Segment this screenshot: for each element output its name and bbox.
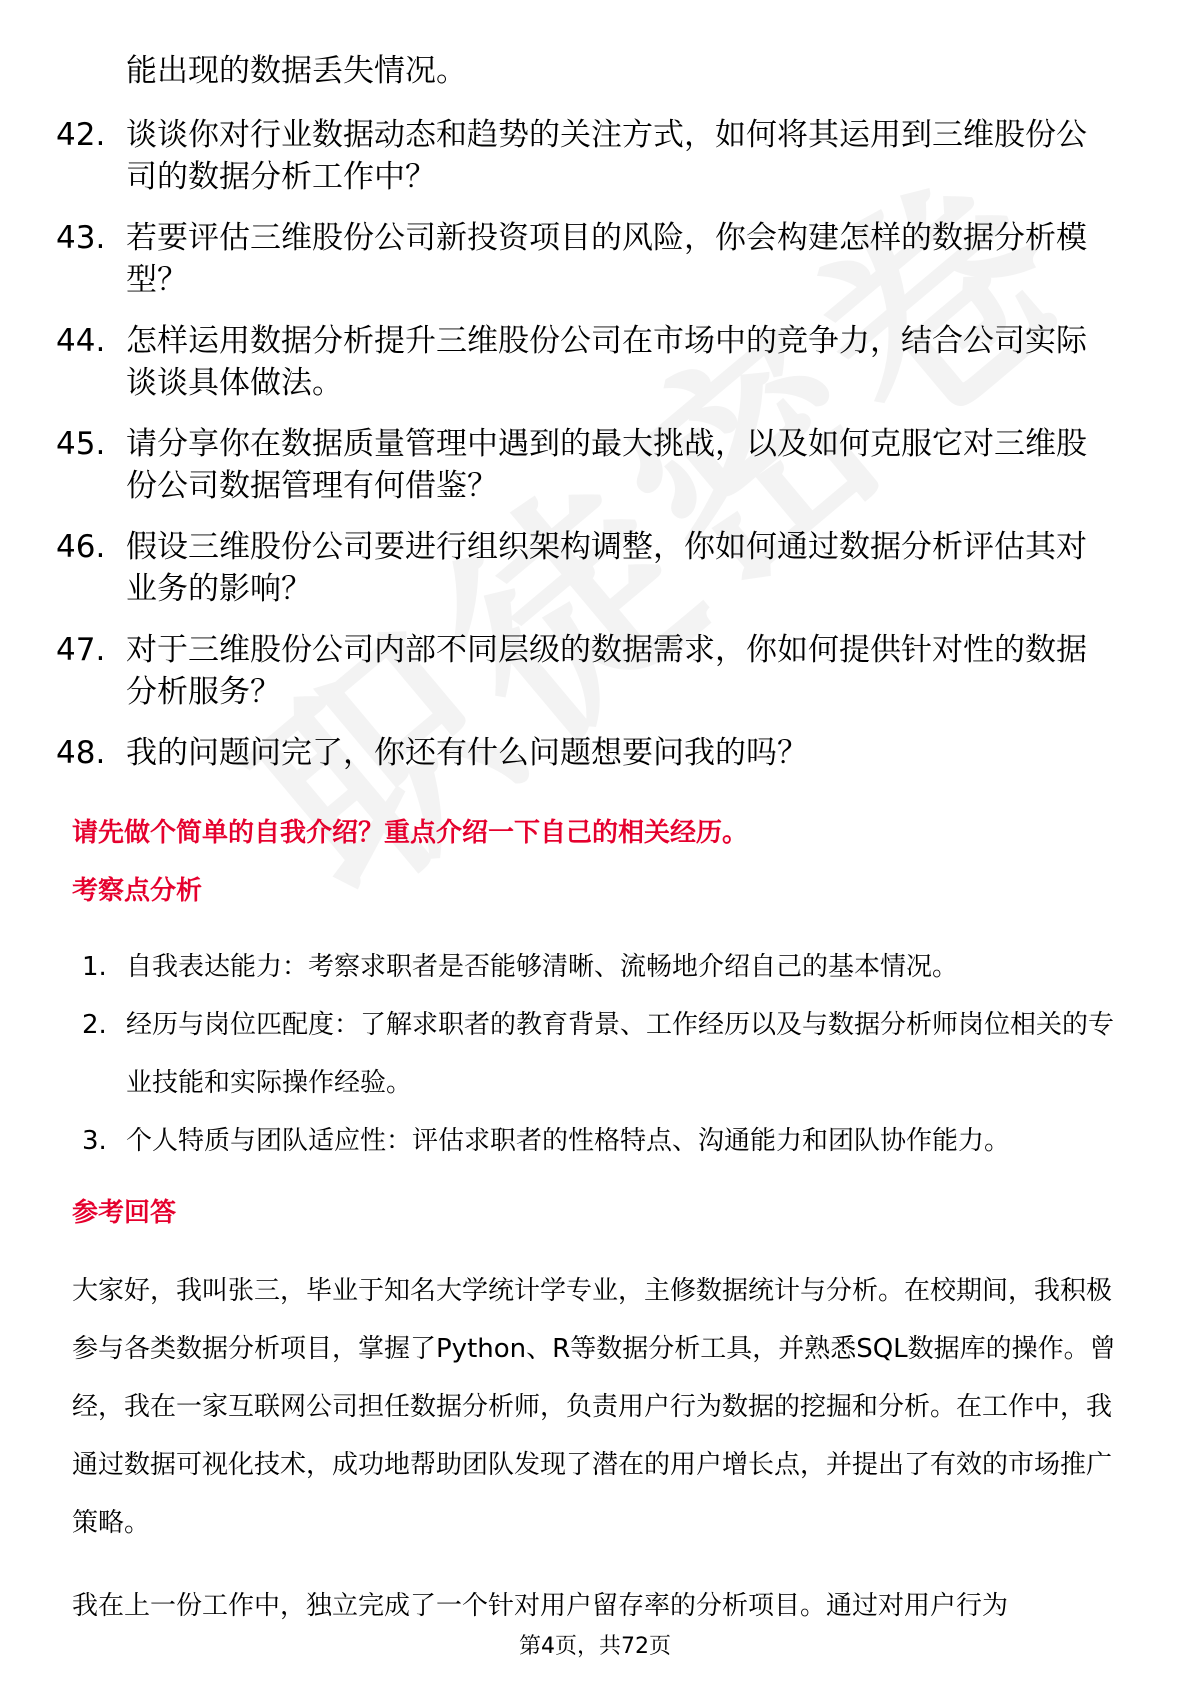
question-number: 44.: [56, 323, 106, 359]
point-number: 2.: [82, 1010, 107, 1040]
question-item: [56, 732, 1116, 774]
page-footer: 第4页，共72页: [519, 1634, 671, 1659]
point-text: 经历与岗位匹配度：了解求职者的教育背景、工作经历以及与数据分析师岗位相关的专业技能和实际操作经验。: [126, 1010, 1115, 1098]
question-text: 怎样运用数据分析提升三维股份公司在市场中的竞争力，结合公司实际谈谈具体做法。: [126, 323, 1087, 401]
question-text: 谈谈你对行业数据动态和趋势的关注方式，如何将其运用到三维股份公司的数据分析工作中？: [126, 117, 1087, 195]
question-item: [56, 629, 1116, 713]
question-continuation: 能出现的数据丢失情况。: [126, 53, 467, 89]
answer-heading: 参考回答: [72, 1198, 177, 1228]
analysis-point: [82, 1112, 1122, 1170]
section-question-heading: 请先做个简单的自我介绍？重点介绍一下自己的相关经历。: [72, 818, 749, 848]
point-number: 1.: [82, 952, 107, 982]
question-text: 我的问题问完了，你还有什么问题想要问我的吗？: [126, 735, 808, 771]
question-text: 请分享你在数据质量管理中遇到的最大挑战，以及如何克服它对三维股份公司数据管理有何借鉴？: [126, 426, 1087, 504]
question-number: 47.: [56, 632, 106, 668]
question-text: 若要评估三维股份公司新投资项目的风险，你会构建怎样的数据分析模型？: [126, 220, 1087, 298]
answer-paragraph: 我在上一份工作中，独立完成了一个针对用户留存率的分析项目。通过对用户行为: [72, 1591, 1009, 1621]
question-item: [56, 114, 1116, 198]
question-item: [56, 320, 1116, 404]
point-text: 自我表达能力：考察求职者是否能够清晰、流畅地介绍自己的基本情况。: [126, 952, 959, 982]
question-number: 42.: [56, 117, 106, 153]
question-list: [56, 114, 1116, 793]
question-number: 46.: [56, 529, 106, 565]
analysis-point: [82, 996, 1122, 1112]
analysis-heading: 考察点分析: [72, 876, 203, 906]
question-item: [56, 217, 1116, 301]
analysis-point: [82, 938, 1122, 996]
question-number: 48.: [56, 735, 106, 771]
question-number: 43.: [56, 220, 106, 256]
point-text: 个人特质与团队适应性：评估求职者的性格特点、沟通能力和团队协作能力。: [126, 1126, 1011, 1156]
question-text: 假设三维股份公司要进行组织架构调整，你如何通过数据分析评估其对业务的影响？: [126, 529, 1087, 607]
point-number: 3.: [82, 1126, 107, 1156]
question-item: [56, 423, 1116, 507]
question-item: [56, 526, 1116, 610]
answer-paragraph: 大家好，我叫张三，毕业于知名大学统计学专业，主修数据统计与分析。在校期间，我积极参与各类数据分析项目，掌握了Python、R等数据分析工具，并熟悉SQL数据库的操作。曾经，我在一家互联网公司担任数据分析师，负责用户行为数据的挖掘和分析。在工作中，我通过数据可视化技术，成功地帮助团队发现了潜在的用户增长点，并提出了有效的市场推广策略。: [72, 1276, 1116, 1538]
analysis-point-list: [82, 938, 1122, 1170]
question-text: 对于三维股份公司内部不同层级的数据需求，你如何提供针对性的数据分析服务？: [126, 632, 1087, 710]
question-number: 45.: [56, 426, 106, 462]
